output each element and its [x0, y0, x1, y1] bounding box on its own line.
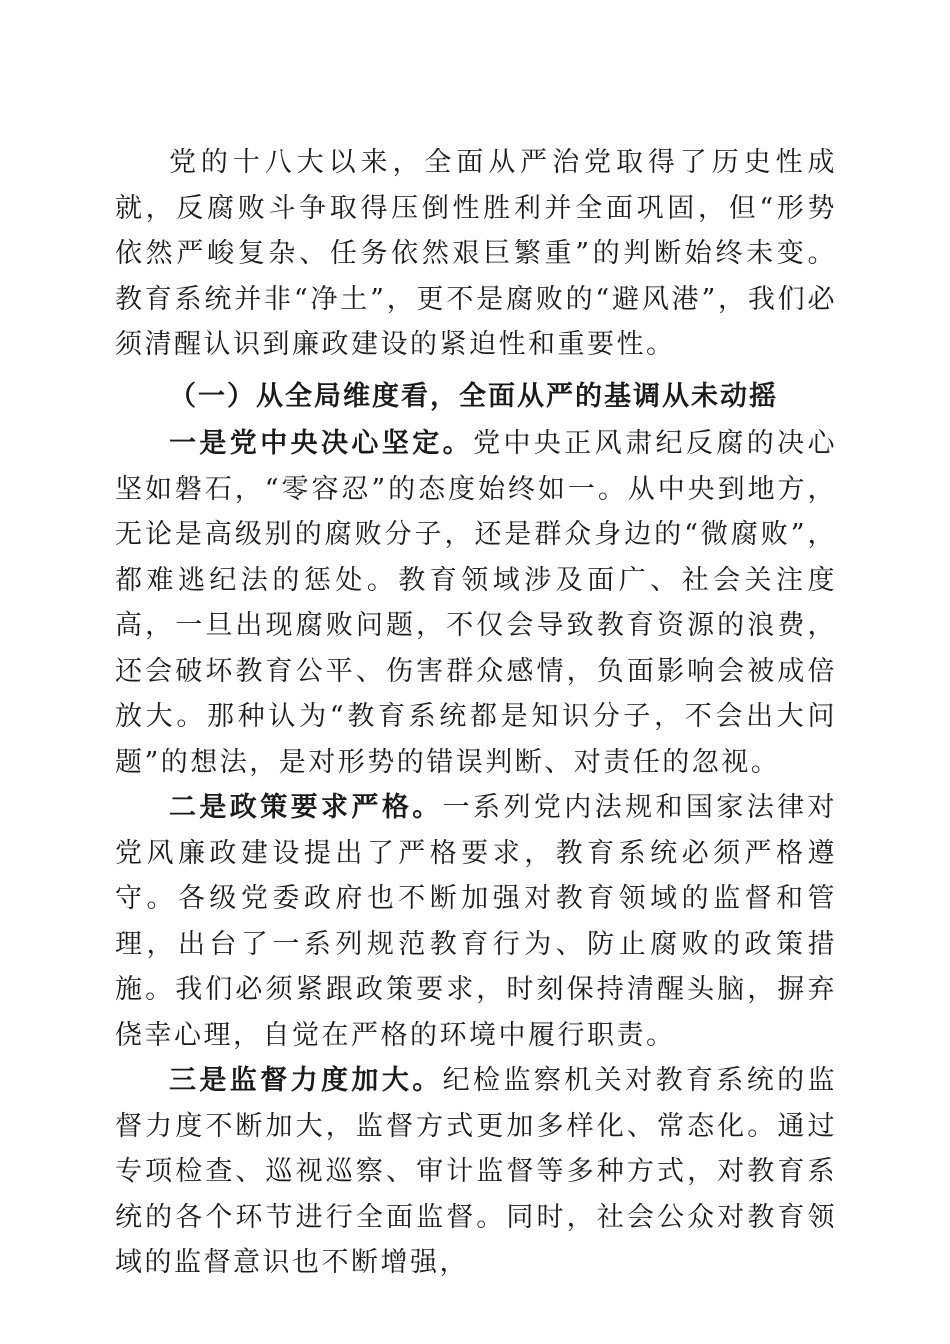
- point-paragraph-3: [115, 1058, 837, 1286]
- point-lead-3: 三是监督力度加大。: [169, 1065, 443, 1096]
- point-paragraph-2: [115, 785, 837, 1058]
- intro-paragraph: 党的十八大以来，全面从严治党取得了历史性成就，反腐败斗争取得压倒性胜利并全面巩固，但“形势依然严峻复杂、任务依然艰巨繁重”的判断始终未变。教育系统并非“净土”，更不是腐败的“避风港”，我们必须清醒认识到廉政建设的紧迫性和重要性。: [115, 147, 837, 360]
- point-paragraph-1: [115, 421, 837, 785]
- point-body-1: 党中央正风肃纪反腐的决心坚如磐石，“零容忍”的态度始终如一。从中央到地方，无论是高级别的腐败分子，还是群众身边的“微腐败”，都难逃纪法的惩处。教育领域涉及面广、社会关注度高，一旦出现腐败问题，不仅会导致教育资源的浪费，还会破坏教育公平、伤害群众感情，负面影响会被成倍放大。那种认为“教育系统都是知识分子，不会出大问题”的想法，是对形势的错误判断、对责任的忽视。: [115, 428, 838, 778]
- point-lead-1: 一是党中央决心坚定。: [169, 428, 474, 459]
- point-body-2: 一系列党内法规和国家法律对党风廉政建设提出了严格要求，教育系统必须严格遵守。各级党委政府也不断加强对教育领域的监督和管理，出台了一系列规范教育行为、防止腐败的政策措施。我们必须紧跟政策要求，时刻保持清醒头脑，摒弃侥幸心理，自觉在严格的环境中履行职责。: [115, 792, 838, 1051]
- document-body: [115, 140, 837, 1286]
- section-heading: （一）从全局维度看，全面从严的基调从未动摇: [169, 380, 778, 412]
- point-body-3: 纪检监察机关对教育系统的监督力度不断加大，监督方式更加多样化、常态化。通过专项检查、巡视巡察、审计监督等多种方式，对教育系统的各个环节进行全面监督。同时，社会公众对教育领域的监督意识也不断增强，: [115, 1065, 838, 1278]
- point-lead-2: 二是政策要求严格。: [169, 792, 443, 823]
